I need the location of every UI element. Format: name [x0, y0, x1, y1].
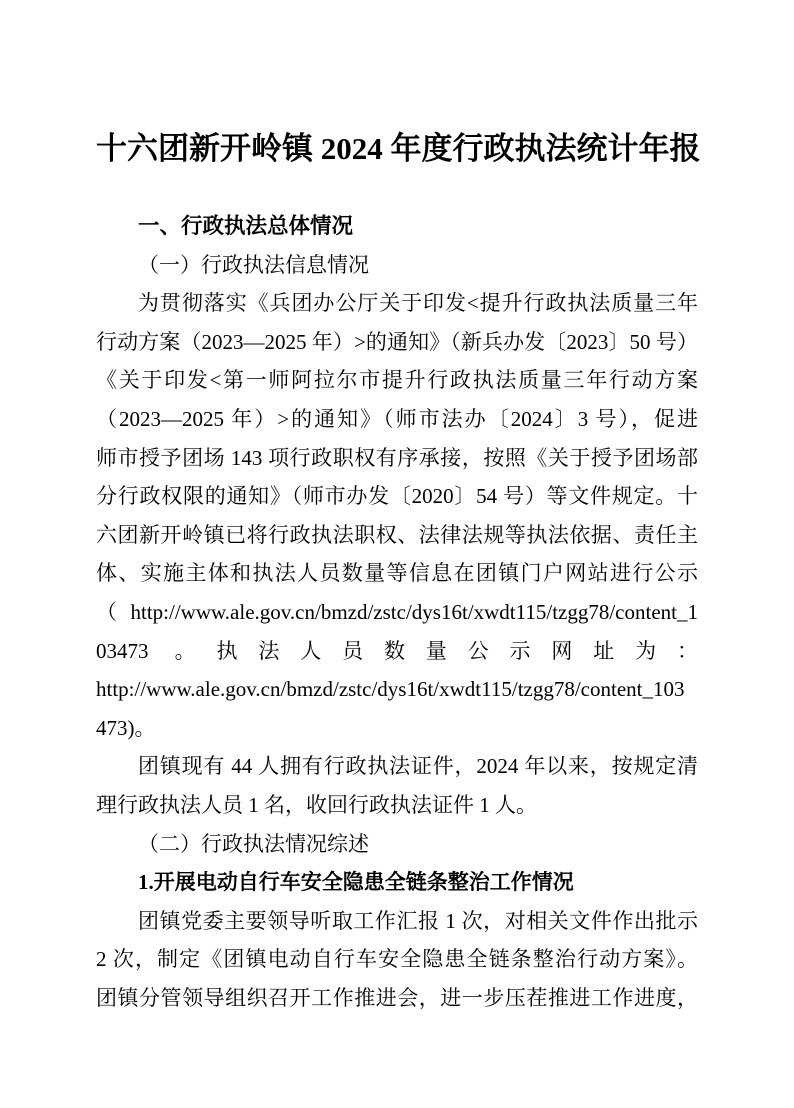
paragraph-line: 2 次，制定《团镇电动自行车安全隐患全链条整治行动方案》。 [96, 947, 698, 972]
paragraph-line: 团镇党委主要领导听取工作汇报 1 次，对相关文件作出批示 [138, 908, 698, 933]
paragraph-line: 体、实施主体和执法人员数量等信息在团镇门户网站进行公示 [96, 561, 698, 586]
publicity-url-line: http://www.ale.gov.cn/bmzd/zstc/dys16t/xwdt115/tzgg78/content_103 [96, 677, 685, 702]
paragraph-line: 师市授予团场 143 项行政职权有序承接，按照《关于授予团场部 [96, 445, 698, 470]
paragraph-line: 行动方案（2023—2025 年）>的通知》（新兵办发〔2023〕50 号） [96, 329, 698, 354]
paragraph-line: 团镇分管领导组织召开工作推进会，进一步压茬推进工作进度， [96, 985, 698, 1010]
paragraph-line: 为贯彻落实《兵团办公厅关于印发<提升行政执法质量三年 [138, 291, 698, 316]
paragraph-line: 分行政权限的通知》（师市办发〔2020〕54 号）等文件规定。十 [96, 484, 698, 509]
document-body [96, 207, 698, 1017]
paragraph-line: （2023—2025 年）>的通知》（师市法办〔2024〕3 号），促进 [96, 406, 698, 431]
numbered-subheading: 1.开展电动自行车安全隐患全链条整治工作情况 [138, 870, 574, 895]
document-title: 十六团新开岭镇 2024 年度行政执法统计年报 [96, 131, 701, 166]
paragraph-line: 团镇现有 44 人拥有行政执法证件，2024 年以来，按规定清 [138, 754, 698, 779]
paragraph-line-stretched: 03473 。执法人员数量公示网址为： [96, 638, 698, 663]
section-heading: 一、行政执法总体情况 [138, 214, 354, 238]
paragraph-line: 《关于印发<第一师阿拉尔市提升行政执法质量三年行动方案 [96, 368, 698, 393]
subsection-heading: （二）行政执法情况综述 [138, 831, 369, 856]
paragraph-line-end: 473)。 [96, 715, 156, 740]
paragraph-line: 六团新开岭镇已将行政执法职权、法律法规等执法依据、责任主 [96, 522, 698, 547]
subsection-heading: （一）行政执法信息情况 [138, 252, 369, 277]
paragraph-line-end: 理行政执法人员 1 名，收回行政执法证件 1 人。 [96, 792, 537, 817]
publicity-url-line: （http://www.ale.gov.cn/bmzd/zstc/dys16t/xwdt115/tzgg78/content_1 [96, 599, 698, 624]
